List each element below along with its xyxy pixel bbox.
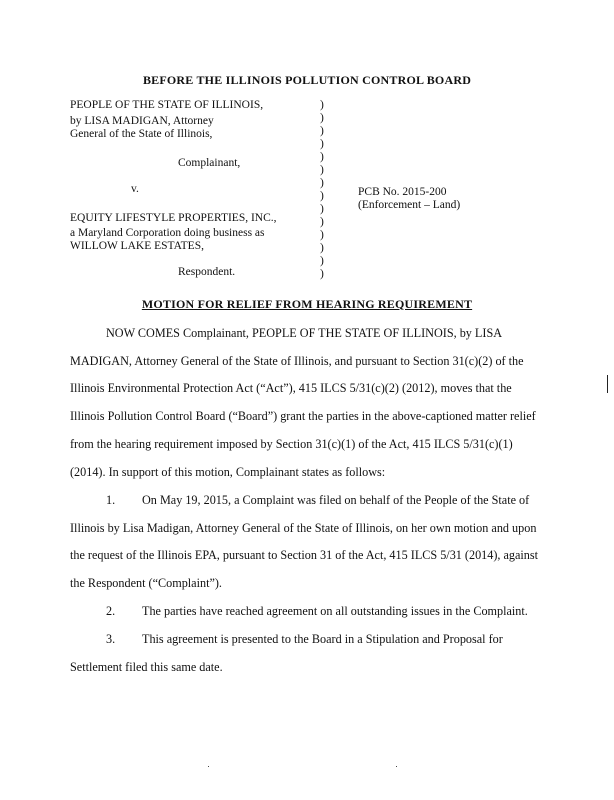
caption-paren: ) — [320, 164, 324, 176]
caption-paren: ) — [320, 229, 324, 241]
caption-paren: ) — [320, 99, 324, 111]
intro-line-2: MADIGAN, Attorney General of the State of Illinois, and pursuant to Section 31(c)(2) of the — [70, 354, 524, 368]
board-heading: BEFORE THE ILLINOIS POLLUTION CONTROL BOARD — [142, 73, 472, 87]
case-type: (Enforcement – Land) — [358, 199, 461, 211]
intro-line-6: (2014). In support of this motion, Complainant states as follows: — [70, 465, 386, 479]
scan-speck — [396, 766, 397, 767]
caption-paren: ) — [320, 242, 324, 254]
caption-plaintiff-role: Complainant, — [178, 157, 241, 169]
intro-line-1: NOW COMES Complainant, PEOPLE OF THE STATE OF ILLINOIS, by LISA — [106, 326, 503, 340]
intro-line-3: Illinois Environmental Protection Act (“Act”), 415 ILCS 5/31(c)(2) (2012), moves that the — [70, 381, 512, 395]
paragraph-1-line-4: the Respondent (“Complaint”). — [70, 576, 222, 590]
paragraph-3-line-1: This agreement is presented to the Board in a Stipulation and Proposal for — [142, 632, 503, 646]
motion-title: MOTION FOR RELIEF FROM HEARING REQUIREMENT — [141, 297, 473, 311]
caption-defendant-line-1: EQUITY LIFESTYLE PROPERTIES, INC., — [70, 212, 277, 224]
caption-paren: ) — [320, 112, 324, 124]
caption-plaintiff-line-2: by LISA MADIGAN, Attorney — [70, 115, 214, 127]
case-number: PCB No. 2015-200 — [358, 186, 447, 198]
caption-paren: ) — [320, 138, 324, 150]
margin-mark — [607, 375, 608, 393]
paragraph-number: 1. — [106, 493, 116, 507]
caption-versus: v. — [131, 183, 139, 195]
caption-paren: ) — [320, 203, 324, 215]
paragraph-1-line-2: Illinois by Lisa Madigan, Attorney General of the State of Illinois, on her own motion and upon — [70, 521, 537, 535]
paragraph-number: 2. — [106, 604, 116, 618]
caption-paren: ) — [320, 255, 324, 267]
intro-line-5: from the hearing requirement imposed by Section 31(c)(1) of the Act, 415 ILCS 5/31(c)(1) — [70, 437, 513, 451]
intro-line-4: Illinois Pollution Control Board (“Board”) grant the parties in the above-captioned matter relief — [70, 409, 536, 423]
caption-paren: ) — [320, 216, 324, 228]
paragraph-number: 3. — [106, 632, 116, 646]
caption-plaintiff-line-1: PEOPLE OF THE STATE OF ILLINOIS, — [70, 99, 264, 111]
scan-speck — [208, 766, 209, 767]
caption-paren: ) — [320, 125, 324, 137]
caption-plaintiff-line-3: General of the State of Illinois, — [70, 128, 213, 140]
caption-defendant-role: Respondent. — [178, 266, 236, 278]
caption-paren: ) — [320, 190, 324, 202]
caption-defendant-line-3: WILLOW LAKE ESTATES, — [70, 240, 204, 252]
paragraph-2-line-1: The parties have reached agreement on all outstanding issues in the Complaint. — [142, 604, 528, 618]
caption-paren: ) — [320, 177, 324, 189]
paragraph-1-line-1: On May 19, 2015, a Complaint was filed on behalf of the People of the State of — [142, 493, 530, 507]
paragraph-3-line-2: Settlement filed this same date. — [70, 660, 223, 674]
paragraph-1-line-3: the request of the Illinois EPA, pursuant to Section 31 of the Act, 415 ILCS 5/31 (2014), against — [70, 548, 539, 562]
caption-paren: ) — [320, 268, 324, 280]
caption-paren: ) — [320, 151, 324, 163]
caption-defendant-line-2: a Maryland Corporation doing business as — [70, 227, 265, 239]
